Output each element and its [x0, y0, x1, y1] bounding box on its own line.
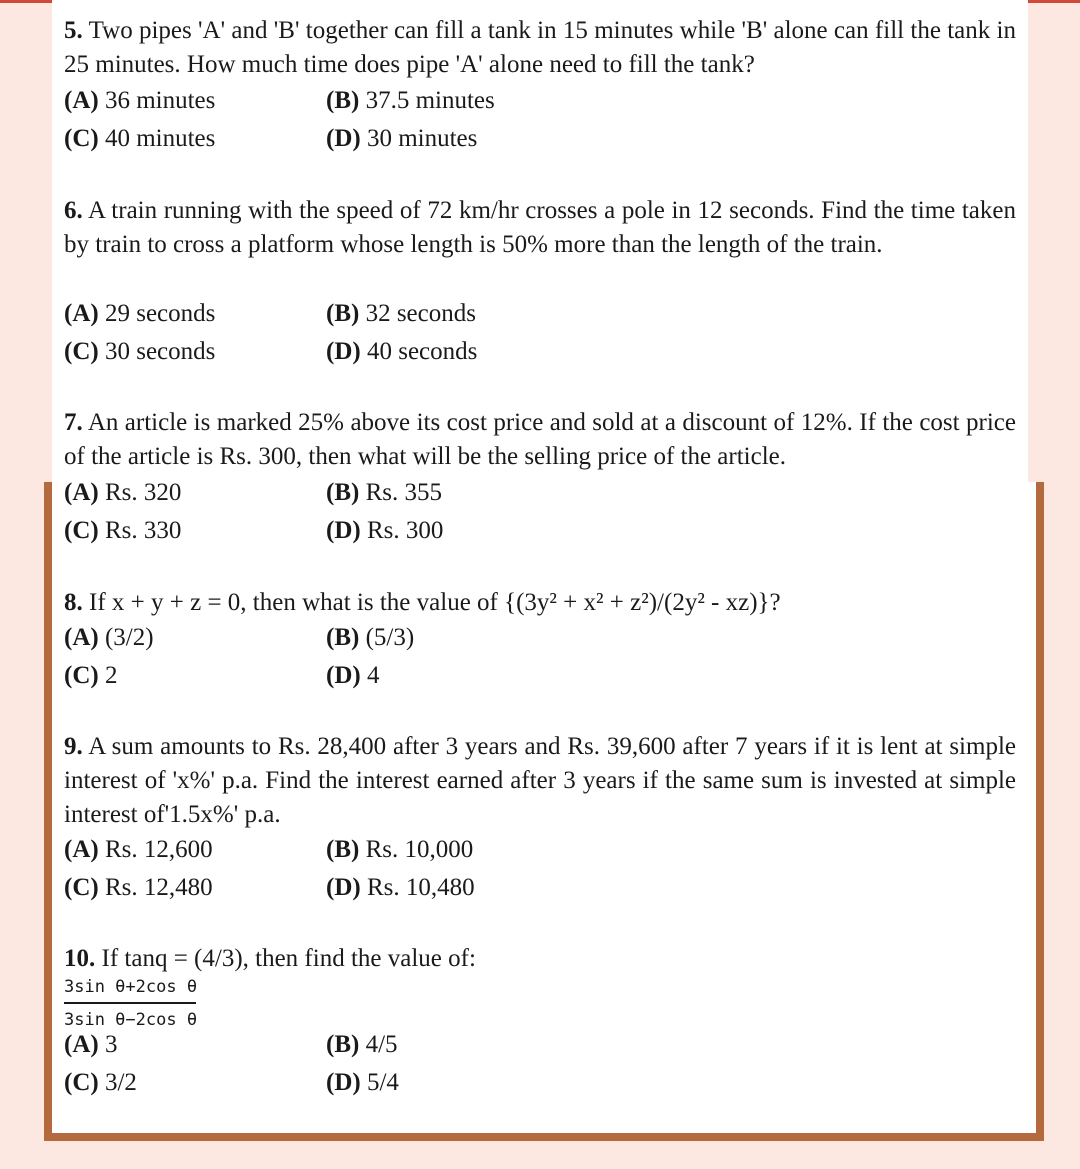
fraction-numerator: 3sin θ+2cos θ	[64, 977, 198, 997]
option-label: (A)	[64, 836, 99, 863]
option-label: (A)	[64, 624, 99, 651]
question-number: 8.	[64, 589, 83, 616]
option-label: (D)	[326, 517, 361, 544]
option-b[interactable]	[326, 297, 476, 331]
option-label: (D)	[326, 1069, 361, 1096]
question-text: If tanq = (4/3), then find the value of:	[101, 945, 476, 972]
option-a[interactable]	[64, 84, 215, 118]
option-c[interactable]	[64, 514, 181, 548]
option-a[interactable]	[64, 476, 181, 510]
question-7	[64, 406, 1016, 474]
question-number: 10.	[64, 945, 96, 972]
option-text: 40 seconds	[366, 338, 478, 365]
option-a[interactable]	[64, 833, 213, 867]
option-b[interactable]	[326, 476, 442, 510]
option-text: 29 seconds	[104, 300, 216, 327]
option-text: 36 minutes	[104, 87, 216, 114]
question-text: Two pipes 'A' and 'B' together can fill a tank in 15 minutes while 'B' alone can fill the tank in 25 minutes. How much time does pipe 'A' alone need to fill the tank?	[64, 17, 1016, 78]
question-6	[64, 194, 1016, 262]
option-text: Rs. 12,480	[104, 874, 213, 901]
option-text: (3/2)	[104, 624, 154, 651]
option-text: (5/3)	[365, 624, 415, 651]
option-d[interactable]	[326, 659, 379, 693]
question-5	[64, 14, 1016, 82]
question-text: A sum amounts to Rs. 28,400 after 3 years and Rs. 39,600 after 7 years if it is lent at simple interest of 'x%' p.a. Find the interest earned after 3 years if the same sum is invested at simple interest of'1.5x%' p.a.	[64, 733, 1016, 828]
option-label: (A)	[64, 1031, 99, 1058]
option-a[interactable]	[64, 621, 154, 655]
option-label: (B)	[326, 1031, 360, 1058]
option-label: (B)	[326, 624, 360, 651]
option-text: 4/5	[365, 1031, 398, 1058]
option-c[interactable]	[64, 1066, 137, 1100]
option-text: 4	[366, 662, 380, 689]
option-label: (C)	[64, 874, 99, 901]
option-text: Rs. 320	[104, 479, 182, 506]
option-label: (B)	[326, 87, 360, 114]
option-text: 30 minutes	[366, 125, 478, 152]
option-text: 5/4	[366, 1069, 399, 1096]
option-text: Rs. 10,000	[365, 836, 474, 863]
question-number: 6.	[64, 197, 83, 224]
question-number: 9.	[64, 733, 83, 760]
fraction-expression	[64, 977, 197, 1030]
option-text: 32 seconds	[365, 300, 476, 327]
option-d[interactable]	[326, 514, 443, 548]
option-text: 2	[104, 662, 118, 689]
option-text: 30 seconds	[104, 338, 216, 365]
question-number: 7.	[64, 409, 83, 436]
question-text: An article is marked 25% above its cost price and sold at a discount of 12%. If the cost price of the article is Rs. 300, then what will be the selling price of the article.	[64, 409, 1016, 470]
option-text: Rs. 355	[365, 479, 442, 506]
option-d[interactable]	[326, 1066, 399, 1100]
option-label: (A)	[64, 87, 99, 114]
option-c[interactable]	[64, 122, 215, 156]
option-text: 40 minutes	[104, 125, 216, 152]
option-label: (C)	[64, 338, 99, 365]
fraction-denominator: 3sin θ−2cos θ	[64, 1010, 198, 1030]
option-label: (C)	[64, 1069, 99, 1096]
option-text: 37.5 minutes	[365, 87, 495, 114]
question-8	[64, 586, 1016, 620]
option-label: (D)	[326, 874, 361, 901]
option-label: (A)	[64, 479, 99, 506]
option-b[interactable]	[326, 1028, 398, 1062]
option-text: 3	[104, 1031, 118, 1058]
option-label: (B)	[326, 300, 360, 327]
fraction-bar	[64, 1002, 196, 1004]
option-text: Rs. 300	[366, 517, 444, 544]
option-d[interactable]	[326, 335, 477, 369]
option-c[interactable]	[64, 871, 213, 905]
option-label: (C)	[64, 662, 99, 689]
option-text: 3/2	[104, 1069, 137, 1096]
option-b[interactable]	[326, 84, 495, 118]
option-label: (A)	[64, 300, 99, 327]
question-9	[64, 730, 1016, 832]
option-label: (D)	[326, 125, 361, 152]
question-text: If x + y + z = 0, then what is the value of {(3y² + x² + z²)/(2y² - xz)}?	[89, 589, 781, 616]
option-text: Rs. 10,480	[366, 874, 475, 901]
question-text: A train running with the speed of 72 km/hr crosses a pole in 12 seconds. Find the time taken by train to cross a platform whose length is 50% more than the length of the train.	[64, 197, 1016, 258]
question-10	[64, 942, 1016, 976]
option-label: (C)	[64, 517, 99, 544]
option-a[interactable]	[64, 297, 215, 331]
option-c[interactable]	[64, 335, 215, 369]
option-d[interactable]	[326, 122, 477, 156]
option-text: Rs. 12,600	[104, 836, 213, 863]
option-text: Rs. 330	[104, 517, 182, 544]
option-label: (B)	[326, 836, 360, 863]
question-number: 5.	[64, 17, 83, 44]
option-label: (B)	[326, 479, 360, 506]
option-b[interactable]	[326, 833, 473, 867]
option-c[interactable]	[64, 659, 117, 693]
option-label: (D)	[326, 338, 361, 365]
option-d[interactable]	[326, 871, 475, 905]
option-b[interactable]	[326, 621, 414, 655]
option-label: (C)	[64, 125, 99, 152]
option-a[interactable]	[64, 1028, 117, 1062]
option-label: (D)	[326, 662, 361, 689]
